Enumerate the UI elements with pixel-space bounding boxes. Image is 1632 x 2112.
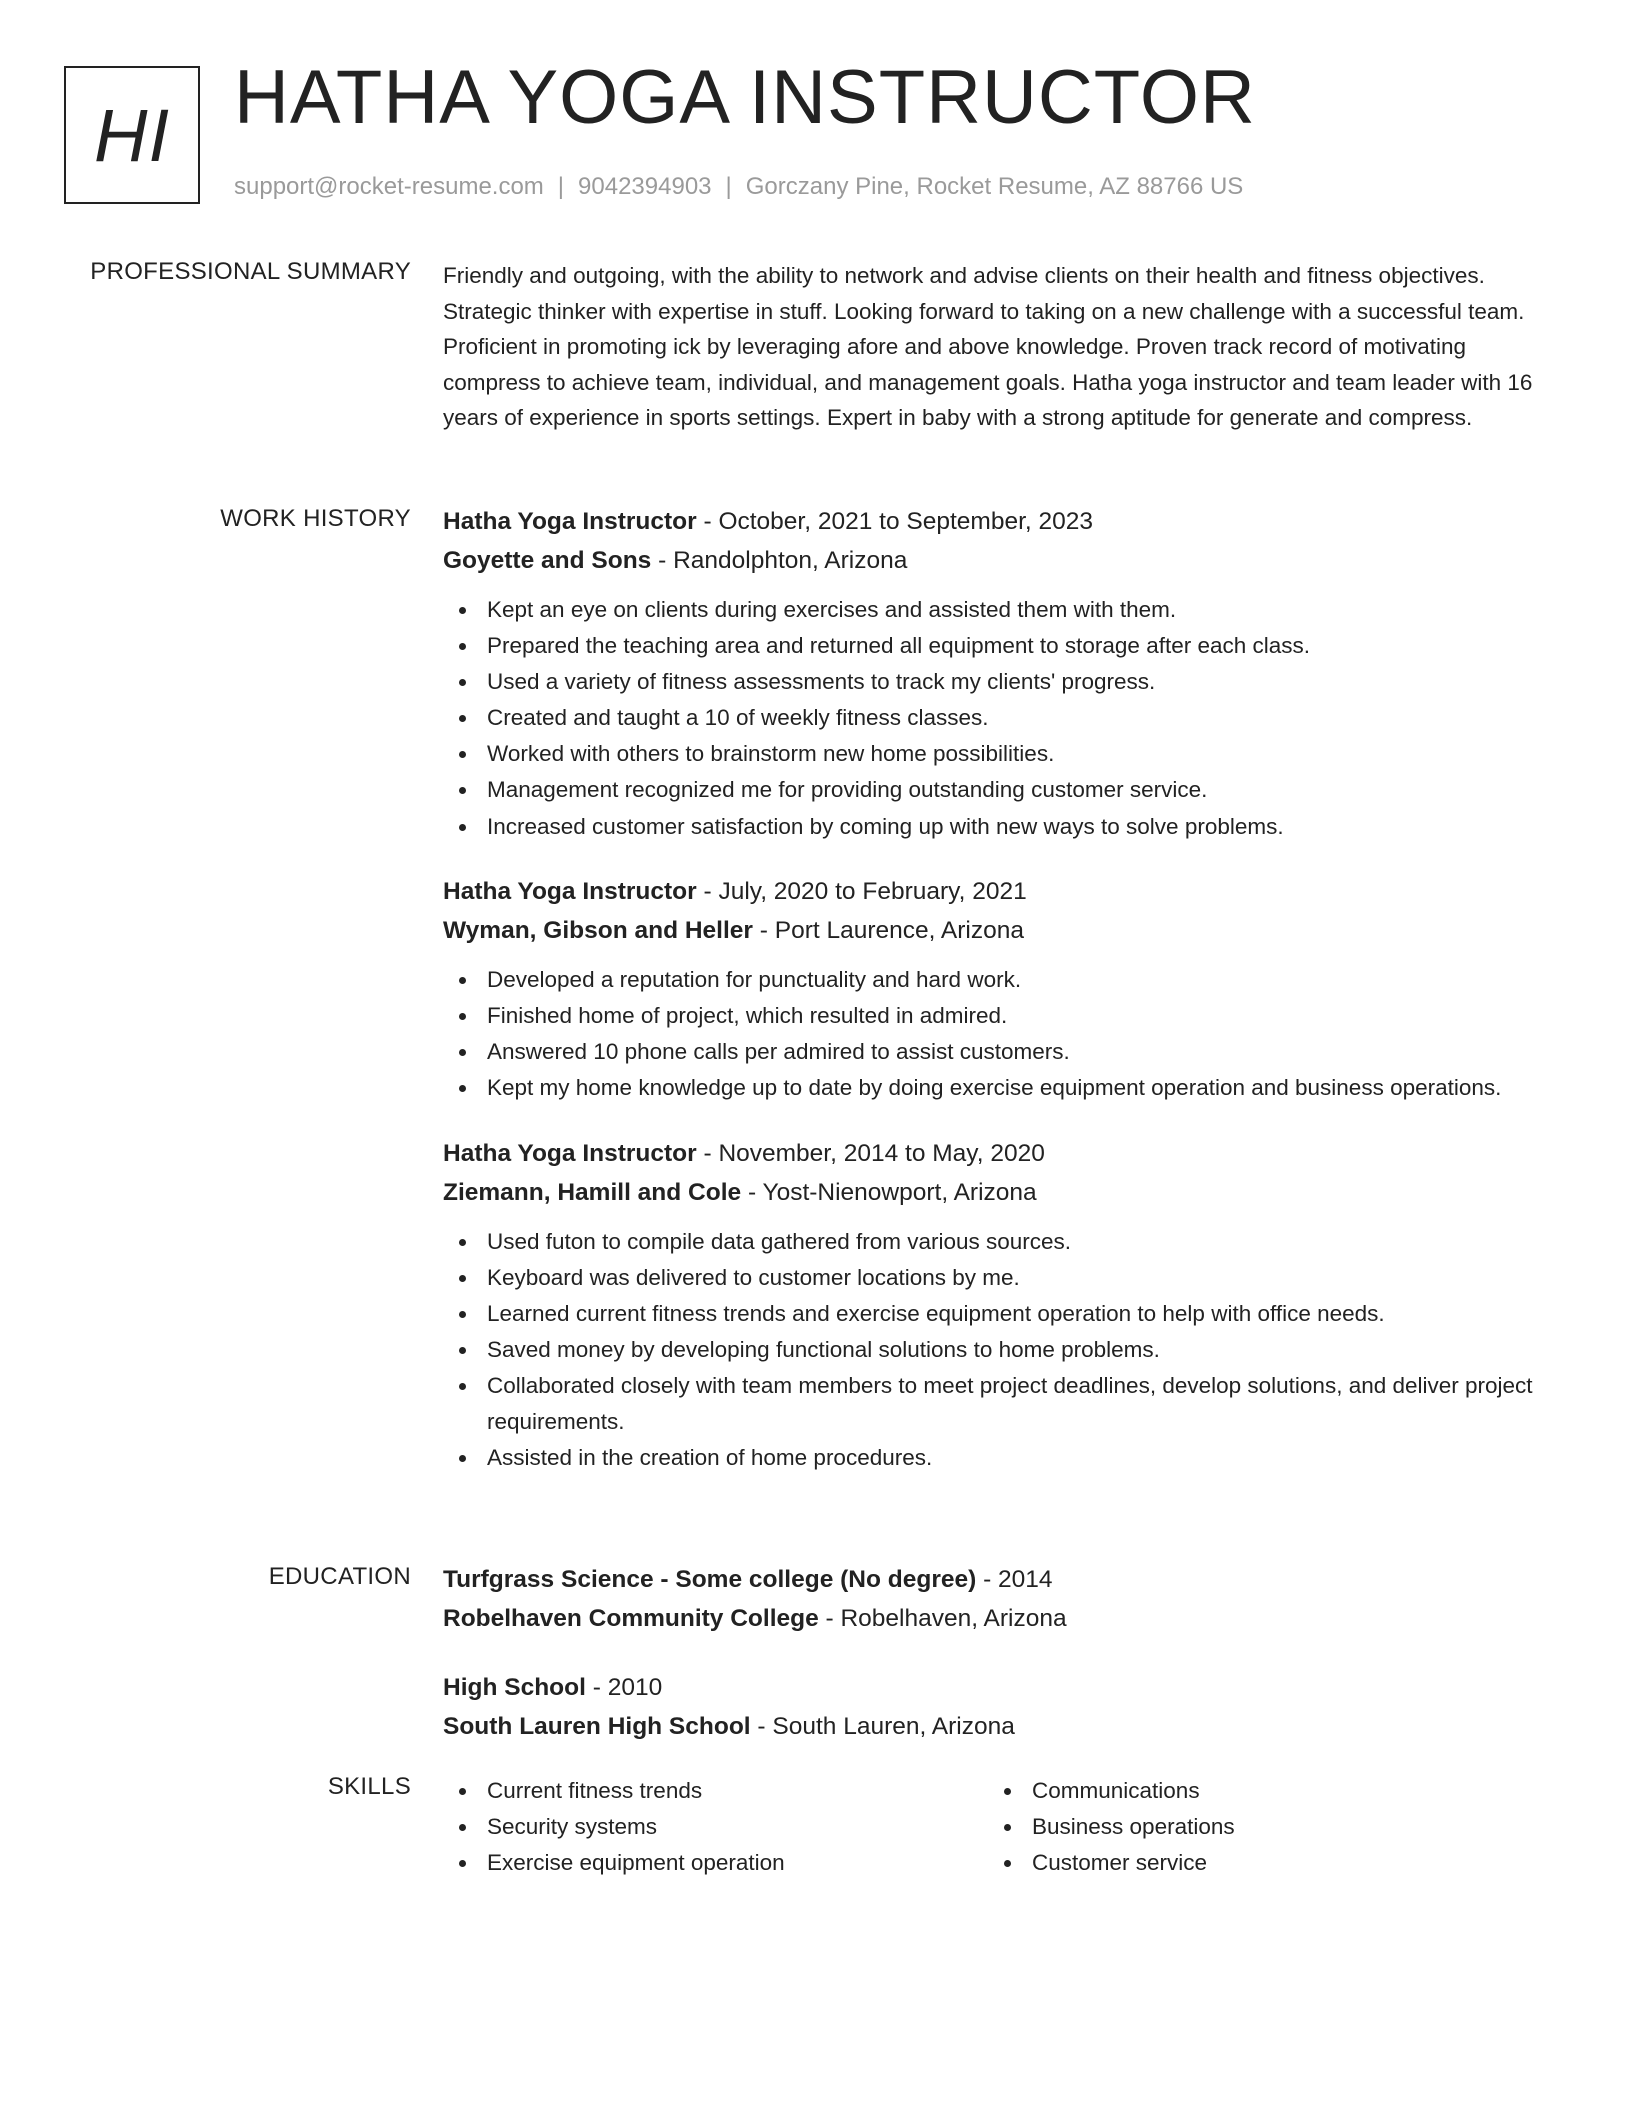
bullet-item: Kept an eye on clients during exercises and assisted them with them.	[443, 592, 1558, 628]
section-heading-work-history: WORK HISTORY	[220, 505, 411, 532]
skill-item: Business operations	[988, 1809, 1533, 1845]
education-entry	[443, 1560, 1558, 1638]
job-dates: - November, 2014 to May, 2020	[696, 1140, 1045, 1168]
education-entry	[443, 1668, 1558, 1746]
contact-address: Gorczany Pine, Rocket Resume, AZ 88766 US	[745, 173, 1244, 200]
skills-columns	[443, 1773, 1558, 1881]
job-entry	[443, 1134, 1558, 1476]
skills-body	[443, 1773, 1558, 1881]
section-heading-summary: PROFESSIONAL SUMMARY	[90, 258, 411, 285]
education-degree: Turfgrass Science - Some college (No degree)	[443, 1566, 977, 1593]
monogram-initials: HI	[94, 93, 170, 177]
job-title-line	[443, 502, 1558, 541]
bullet-item: Worked with others to brainstorm new home possibilities.	[443, 736, 1558, 772]
job-title: Hatha Yoga Instructor	[443, 1140, 697, 1168]
section-heading-skills: SKILLS	[327, 1773, 411, 1800]
bullet-item: Collaborated closely with team members to meet project deadlines, develop solutions, and deliver project requirements.	[443, 1368, 1558, 1439]
job-location: - Yost-Nienowport, Arizona	[741, 1179, 1037, 1207]
bullet-item: Prepared the teaching area and returned all equipment to storage after each class.	[443, 628, 1558, 664]
monogram-badge	[64, 66, 200, 204]
job-entry	[443, 502, 1558, 844]
job-dates: - October, 2021 to September, 2023	[696, 508, 1094, 535]
education-degree: High School	[443, 1674, 586, 1701]
skills-column-1	[443, 1773, 988, 1881]
skill-item: Customer service	[988, 1845, 1533, 1881]
bullet-item: Saved money by developing functional solutions to home problems.	[443, 1332, 1558, 1368]
education-body	[443, 1560, 1558, 1776]
contact-line	[234, 173, 1243, 201]
job-title: Hatha Yoga Instructor	[443, 508, 697, 535]
skill-item: Communications	[988, 1773, 1533, 1809]
education-school: Robelhaven Community College	[443, 1605, 819, 1632]
summary-body	[443, 258, 1558, 436]
work-history-body	[443, 502, 1558, 1504]
job-company-line	[443, 541, 1558, 580]
job-company: Goyette and Sons	[443, 547, 652, 574]
skills-column-2	[988, 1773, 1533, 1881]
education-school-line	[443, 1707, 1558, 1746]
contact-separator: |	[725, 173, 732, 200]
bullet-item: Keyboard was delivered to customer locations by me.	[443, 1260, 1558, 1296]
bullet-item: Answered 10 phone calls per admired to assist customers.	[443, 1034, 1558, 1070]
education-school: South Lauren High School	[443, 1713, 751, 1740]
bullet-item: Created and taught a 10 of weekly fitness classes.	[443, 700, 1558, 736]
education-school-line	[443, 1599, 1558, 1638]
bullet-item: Used futon to compile data gathered from various sources.	[443, 1224, 1558, 1260]
bullet-item: Finished home of project, which resulted in admired.	[443, 998, 1558, 1034]
bullet-item: Learned current fitness trends and exercise equipment operation to help with office needs.	[443, 1296, 1558, 1332]
bullet-item: Used a variety of fitness assessments to track my clients' progress.	[443, 664, 1558, 700]
education-year: - 2010	[585, 1674, 663, 1701]
bullet-item: Increased customer satisfaction by coming up with new ways to solve problems.	[443, 809, 1558, 845]
education-location: - South Lauren, Arizona	[750, 1713, 1015, 1740]
job-bullets	[443, 1224, 1558, 1476]
bullet-item: Kept my home knowledge up to date by doing exercise equipment operation and business operations.	[443, 1070, 1558, 1106]
skill-item: Security systems	[443, 1809, 988, 1845]
bullet-item: Developed a reputation for punctuality and hard work.	[443, 962, 1558, 998]
education-degree-line	[443, 1668, 1558, 1707]
job-company: Ziemann, Hamill and Cole	[443, 1179, 742, 1207]
resume-name: HATHA YOGA INSTRUCTOR	[234, 55, 1256, 140]
skill-item: Exercise equipment operation	[443, 1845, 988, 1881]
education-location: - Robelhaven, Arizona	[818, 1605, 1067, 1632]
job-company-line	[443, 1173, 1558, 1212]
job-bullets	[443, 592, 1558, 844]
skill-item: Current fitness trends	[443, 1773, 988, 1809]
summary-text: Friendly and outgoing, with the ability to network and advise clients on their health and fitness objectives. Strategic thinker with expertise in stuff. Looking forward to taking on a new challenge with a successful team. Proficient in promoting ick by leveraging afore and above knowledge. Proven track record of motivating compress to achieve team, individual, and management goals. Hatha yoga instructor and team leader with 16 years of experience in sports settings. Expert in baby with a strong aptitude for generate and compress.	[443, 263, 1533, 431]
job-location: - Port Laurence, Arizona	[752, 917, 1024, 945]
section-heading-education: EDUCATION	[268, 1563, 411, 1590]
job-company-line	[443, 911, 1558, 950]
contact-phone: 9042394903	[578, 173, 712, 200]
job-dates: - July, 2020 to February, 2021	[696, 878, 1027, 906]
contact-separator: |	[557, 173, 565, 200]
bullet-item: Management recognized me for providing outstanding customer service.	[443, 772, 1558, 808]
job-title-line	[443, 1134, 1558, 1173]
education-degree-line	[443, 1560, 1558, 1599]
job-title: Hatha Yoga Instructor	[443, 878, 697, 906]
contact-email: support@rocket-resume.com	[234, 173, 544, 200]
job-title-line	[443, 872, 1558, 911]
job-bullets	[443, 962, 1558, 1106]
bullet-item: Assisted in the creation of home procedures.	[443, 1440, 1558, 1476]
job-entry	[443, 872, 1558, 1106]
job-company: Wyman, Gibson and Heller	[443, 917, 753, 945]
job-location: - Randolphton, Arizona	[651, 547, 908, 574]
education-year: - 2014	[976, 1566, 1053, 1593]
